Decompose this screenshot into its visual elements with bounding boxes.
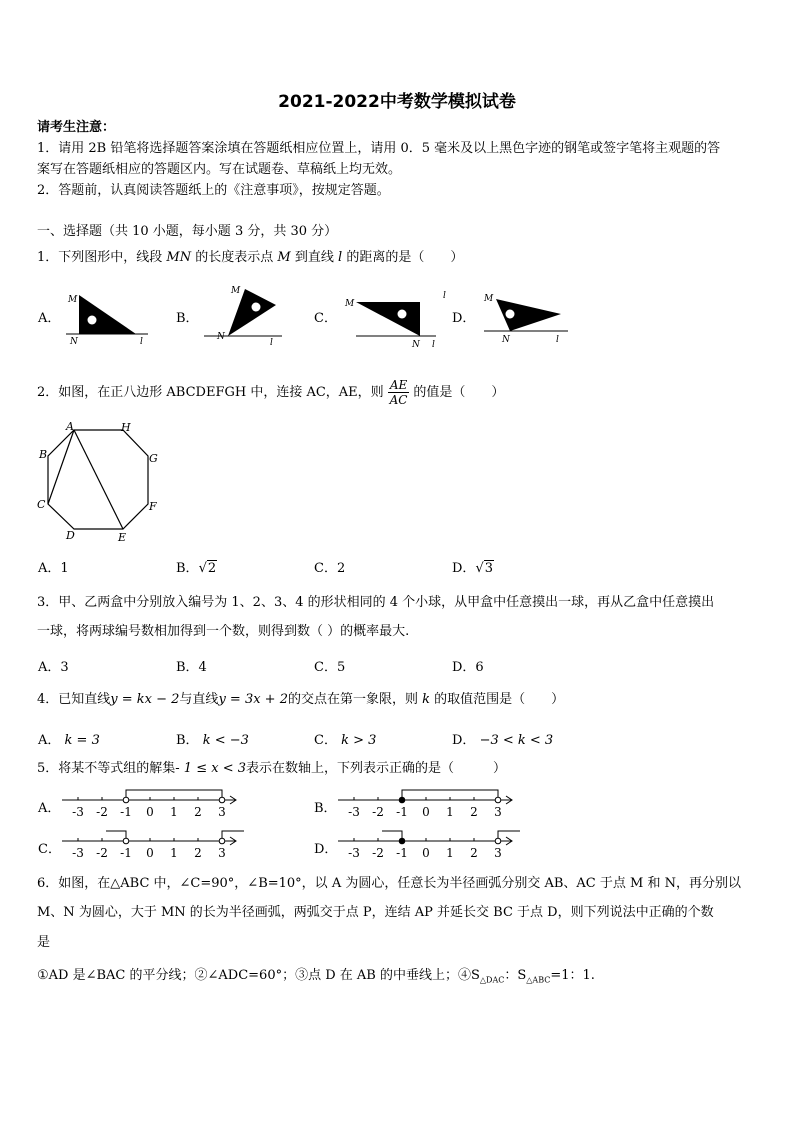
q4-option-d: D． −3 < k < 3 bbox=[452, 733, 554, 748]
tick-label: 0 bbox=[146, 805, 154, 819]
tick-label: -3 bbox=[348, 805, 360, 819]
endpoint-right bbox=[219, 797, 225, 803]
tick-label: 0 bbox=[422, 846, 430, 860]
notice-heading: 请考生注意： bbox=[37, 120, 116, 135]
tick-label: -1 bbox=[396, 846, 408, 860]
endpoint-left bbox=[399, 838, 405, 844]
label-l: l bbox=[556, 335, 559, 345]
label-l: l bbox=[270, 338, 273, 345]
question-2-stem: 2．如图，在正八边形 ABCDEFGH 中，连接 AC，AE，则 $\frac{AE}{AC}$ 的值是（ ） bbox=[37, 378, 505, 407]
q5-number-line-d bbox=[334, 827, 524, 867]
tick-label: 0 bbox=[422, 805, 430, 819]
tick-label: 2 bbox=[194, 846, 202, 860]
endpoint-right bbox=[219, 838, 225, 844]
question-5-stem: 5．将某不等式组的解集- 1 ≤ x < 3表示在数轴上，下列表示正确的是（ ） bbox=[37, 761, 507, 776]
tick-label: -2 bbox=[96, 846, 108, 860]
notice-line-1a: 1．请用 2B 铅笔将选择题答案涂填在答题纸相应位置上，请用 0．5 毫米及以上黑色字迹的钢笔或签字笔将主观题的答 bbox=[37, 141, 721, 156]
solution-bracket bbox=[402, 790, 498, 798]
label-m: M bbox=[68, 295, 78, 305]
q1-option-a-figure bbox=[62, 288, 154, 346]
octagon-figure bbox=[34, 418, 164, 546]
label-m: M bbox=[345, 299, 355, 309]
svg-text:H: H bbox=[121, 421, 131, 434]
q1-option-d-figure bbox=[476, 288, 576, 346]
svg-text:C: C bbox=[37, 498, 46, 511]
q5-option-d-label: D． bbox=[314, 842, 338, 857]
tick-label: -3 bbox=[72, 805, 84, 819]
q2-option-c: C．2 bbox=[314, 561, 346, 576]
q5-option-c-label: C． bbox=[38, 842, 61, 857]
q3-option-d: D．6 bbox=[452, 660, 484, 675]
svg-text:D: D bbox=[66, 529, 75, 542]
tick-label: 3 bbox=[494, 846, 502, 860]
svg-text:F: F bbox=[149, 500, 157, 513]
solution-bracket bbox=[126, 790, 222, 798]
q5-number-line-a bbox=[58, 786, 248, 826]
question-3-line-2: 一球，将两球编号数相加得到一个数，则得到数（ ）的概率最大. bbox=[37, 624, 410, 639]
tick-label: -1 bbox=[120, 805, 132, 819]
label-n: N bbox=[502, 335, 510, 345]
tick-label: 1 bbox=[446, 846, 454, 860]
q4-option-b: B． k < −3 bbox=[176, 733, 249, 748]
q3-option-c: C．5 bbox=[314, 660, 346, 675]
endpoint-right bbox=[495, 838, 501, 844]
page-title: 2021-2022中考数学模拟试卷 bbox=[278, 92, 516, 112]
label-m: M bbox=[484, 294, 494, 304]
label-n: N bbox=[217, 332, 225, 342]
section-heading: 一、选择题（共 10 小题，每小题 3 分，共 30 分） bbox=[37, 224, 338, 239]
svg-text:G: G bbox=[149, 452, 158, 465]
svg-text:E: E bbox=[118, 531, 127, 544]
question-6-line-1: 6．如图，在△ABC 中，∠C=90°，∠B=10°，以 A 为圆心，任意长为半径画弧分别交 AB、AC 于点 M 和 N，再分别以 bbox=[37, 876, 741, 891]
q5-number-line-c bbox=[58, 827, 248, 867]
tick-label: -2 bbox=[96, 805, 108, 819]
question-6-line-3: 是 bbox=[37, 935, 51, 950]
label-m: M bbox=[231, 286, 241, 296]
tick-label: -1 bbox=[396, 805, 408, 819]
q2-option-a: A．1 bbox=[38, 561, 69, 576]
q4-option-a: A． k = 3 bbox=[38, 733, 100, 748]
tick-label: 2 bbox=[194, 805, 202, 819]
tick-label: 1 bbox=[170, 805, 178, 819]
tick-label: 3 bbox=[218, 805, 226, 819]
svg-text:A: A bbox=[66, 420, 74, 433]
endpoint-left bbox=[399, 797, 405, 803]
question-6-line-4: ①AD 是∠BAC 的平分线；②∠ADC=60°；③点 D 在 AB 的中垂线上；$④S_{\triangle DAC}$：$S_{\triangle ABC}=1$：1. bbox=[37, 968, 595, 985]
label-n: N bbox=[70, 337, 78, 346]
q2-option-b: B．√2 bbox=[176, 561, 217, 576]
notice-line-2: 2．答题前，认真阅读答题纸上的《注意事项》，按规定答题。 bbox=[37, 183, 390, 198]
tick-label: -3 bbox=[348, 846, 360, 860]
q1-option-d-label: D． bbox=[452, 311, 476, 326]
endpoint-left bbox=[123, 797, 129, 803]
tick-label: -1 bbox=[120, 846, 132, 860]
tick-label: 1 bbox=[170, 846, 178, 860]
q1-option-c-figure bbox=[340, 288, 450, 350]
label-n: N bbox=[412, 340, 420, 350]
q5-option-b-label: B． bbox=[314, 801, 337, 816]
label-l: l bbox=[140, 337, 143, 346]
question-4-stem: 4．已知直线y = kx − 2与直线y = 3x + 2的交点在第一象限，则 k 的取值范围是（ ） bbox=[37, 692, 565, 707]
tick-label: 1 bbox=[446, 805, 454, 819]
solution-bracket-right bbox=[498, 831, 520, 839]
q1-option-c-label: C． bbox=[314, 311, 337, 326]
tick-label: 3 bbox=[494, 805, 502, 819]
q1-option-b-figure bbox=[200, 283, 292, 345]
endpoint-left bbox=[123, 838, 129, 844]
tick-label: 2 bbox=[470, 805, 478, 819]
endpoint-right bbox=[495, 797, 501, 803]
q4-option-c: C． k > 3 bbox=[314, 733, 377, 748]
svg-text:B: B bbox=[39, 448, 48, 461]
q2-option-d: D．√3 bbox=[452, 561, 494, 576]
q3-option-b: B．4 bbox=[176, 660, 207, 675]
solution-bracket-left bbox=[382, 831, 402, 839]
q1-option-a-label: A． bbox=[38, 311, 61, 326]
q1-option-b-label: B． bbox=[176, 311, 199, 326]
fraction-ae-ac: $\frac{AE}{AC}$ bbox=[389, 378, 408, 407]
question-3-line-1: 3．甲、乙两盒中分别放入编号为 1、2、3、4 的形状相同的 4 个小球，从甲盒中任意摸出一球，再从乙盒中任意摸出 bbox=[37, 595, 715, 610]
tick-label: 3 bbox=[218, 846, 226, 860]
tick-label: -2 bbox=[372, 805, 384, 819]
label-l-top: l bbox=[443, 291, 446, 301]
solution-bracket-right bbox=[222, 831, 244, 839]
tick-label: -3 bbox=[72, 846, 84, 860]
tick-label: 2 bbox=[470, 846, 478, 860]
tick-label: 0 bbox=[146, 846, 154, 860]
q5-option-a-label: A． bbox=[38, 801, 61, 816]
notice-line-1b: 案写在答题纸相应的答题区内。写在试题卷、草稿纸上均无效。 bbox=[37, 162, 402, 177]
question-6-line-2: M、N 为圆心，大于 MN 的长为半径画弧，两弧交于点 P，连结 AP 并延长交 BC 于点 D，则下列说法中正确的个数 bbox=[37, 905, 714, 920]
label-l: l bbox=[432, 340, 435, 350]
q5-number-line-b bbox=[334, 786, 524, 826]
solution-bracket-left bbox=[106, 831, 126, 839]
question-1-stem: 1．下列图形中，线段 MN 的长度表示点 M 到直线 l 的距离的是（ ） bbox=[37, 250, 464, 265]
q3-option-a: A．3 bbox=[38, 660, 69, 675]
tick-label: -2 bbox=[372, 846, 384, 860]
